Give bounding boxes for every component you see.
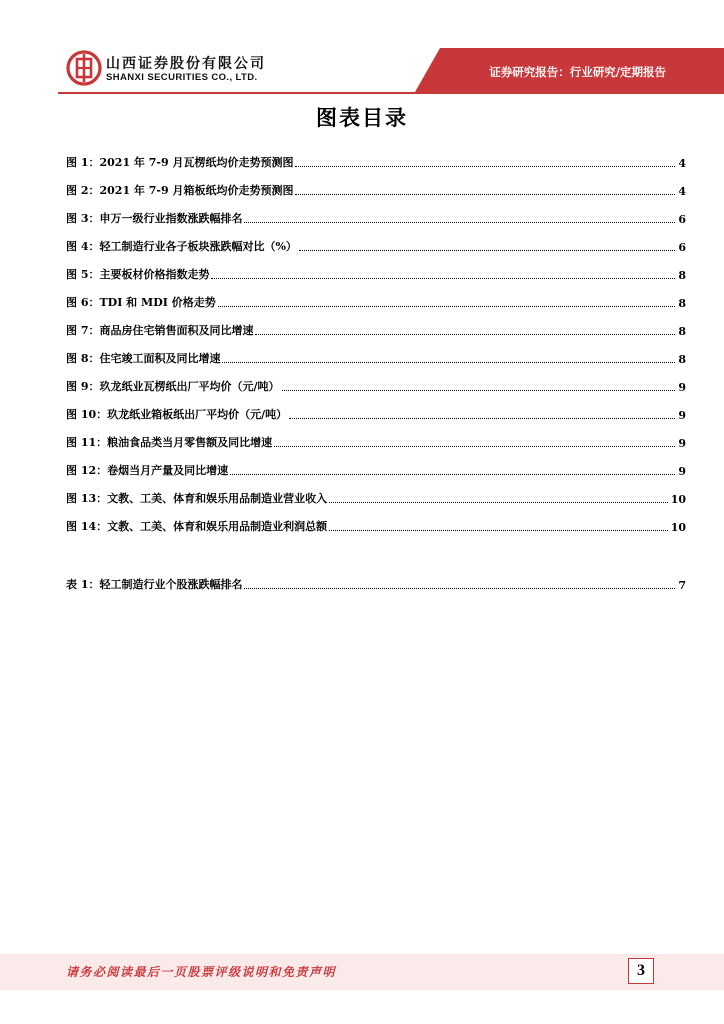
toc-entry-page: 8 — [678, 353, 686, 366]
toc-entry-figure-1[interactable] — [66, 150, 686, 170]
toc-entry-figure-11[interactable] — [66, 430, 686, 450]
toc-leader-dots — [289, 417, 675, 419]
toc-leader-dots — [329, 501, 668, 503]
header-rule — [58, 92, 724, 94]
toc-entry-page: 7 — [678, 579, 686, 592]
toc-entry-figure-9[interactable] — [66, 374, 686, 394]
toc-entry-page: 9 — [678, 465, 686, 478]
report-type: 证券研究报告：行业研究/定期报告 — [489, 65, 666, 79]
toc-entry-page: 9 — [678, 381, 686, 394]
toc-leader-dots — [230, 473, 675, 475]
toc-leader-dots — [218, 305, 676, 307]
toc-entry-figure-4[interactable] — [66, 234, 686, 254]
toc-entry-page: 8 — [678, 269, 686, 282]
toc-leader-dots — [299, 249, 675, 251]
toc-entry-figure-3[interactable] — [66, 206, 686, 226]
toc-entry-figure-14[interactable] — [66, 514, 686, 534]
page-title: 图表目录 — [316, 106, 408, 130]
toc-leader-dots — [255, 333, 675, 335]
toc-leader-dots — [211, 277, 675, 279]
toc-entry-table-1[interactable] — [66, 572, 686, 592]
toc-entry-label: 图 3：申万一级行业指数涨跌幅排名 — [66, 212, 243, 225]
toc-leader-dots — [282, 389, 676, 391]
company-logo-icon — [66, 50, 102, 86]
toc-entry-label: 图 11：粮油食品类当月零售额及同比增速 — [66, 436, 273, 449]
toc-entry-page: 10 — [670, 493, 686, 506]
toc-leader-dots — [295, 165, 675, 167]
toc-entry-page: 8 — [678, 297, 686, 310]
toc-leader-dots — [222, 361, 675, 363]
toc-entry-label: 图 6：TDI 和 MDI 价格走势 — [66, 296, 216, 309]
toc-entry-label: 图 12：卷烟当月产量及同比增速 — [66, 464, 229, 477]
toc-entry-label: 图 8：住宅竣工面积及同比增速 — [66, 352, 221, 365]
toc-entry-page: 6 — [678, 241, 686, 254]
toc-entry-label: 表 1：轻工制造行业个股涨跌幅排名 — [66, 578, 243, 591]
company-name-en: SHANXI SECURITIES CO., LTD. — [106, 72, 258, 83]
toc-entry-page: 4 — [678, 157, 686, 170]
page-number: 3 — [628, 958, 654, 984]
toc-entry-label: 图 13：文教、工美、体育和娱乐用品制造业营业收入 — [66, 492, 328, 505]
toc-entry-figure-12[interactable] — [66, 458, 686, 478]
toc-entry-label: 图 14：文教、工美、体育和娱乐用品制造业利润总额 — [66, 520, 328, 533]
toc-entry-label: 图 1：2021 年 7-9 月瓦楞纸均价走势预测图 — [66, 156, 294, 169]
toc-entry-label: 图 7：商品房住宅销售面积及同比增速 — [66, 324, 254, 337]
toc-leader-dots — [295, 193, 675, 195]
toc-entry-figure-6[interactable] — [66, 290, 686, 310]
toc-entry-label: 图 2：2021 年 7-9 月箱板纸均价走势预测图 — [66, 184, 294, 197]
toc-entry-label: 图 5：主要板材价格指数走势 — [66, 268, 210, 281]
toc-entry-page: 9 — [678, 437, 686, 450]
toc-leader-dots — [329, 529, 668, 531]
toc-entry-label: 图 9：玖龙纸业瓦楞纸出厂平均价（元/吨） — [66, 380, 280, 393]
toc-entry-label: 图 4：轻工制造行业各子板块涨跌幅对比（%） — [66, 240, 297, 253]
toc-leader-dots — [274, 445, 675, 447]
toc-entry-figure-13[interactable] — [66, 486, 686, 506]
toc-entry-label: 图 10：玖龙纸业箱板纸出厂平均价（元/吨） — [66, 408, 288, 421]
company-name-cn: 山西证券股份有限公司 — [106, 56, 266, 72]
toc-entry-figure-8[interactable] — [66, 346, 686, 366]
toc-entry-figure-5[interactable] — [66, 262, 686, 282]
disclaimer-notice: 请务必阅读最后一页股票评级说明和免责声明 — [66, 965, 337, 979]
toc-leader-dots — [244, 221, 675, 223]
toc-entry-page: 4 — [678, 185, 686, 198]
toc-leader-dots — [244, 587, 675, 589]
toc-entry-page: 8 — [678, 325, 686, 338]
toc-entry-page: 9 — [678, 409, 686, 422]
toc-entry-figure-2[interactable] — [66, 178, 686, 198]
toc-entry-figure-7[interactable] — [66, 318, 686, 338]
toc-entry-figure-10[interactable] — [66, 402, 686, 422]
toc-entry-page: 6 — [678, 213, 686, 226]
toc-entry-page: 10 — [670, 521, 686, 534]
